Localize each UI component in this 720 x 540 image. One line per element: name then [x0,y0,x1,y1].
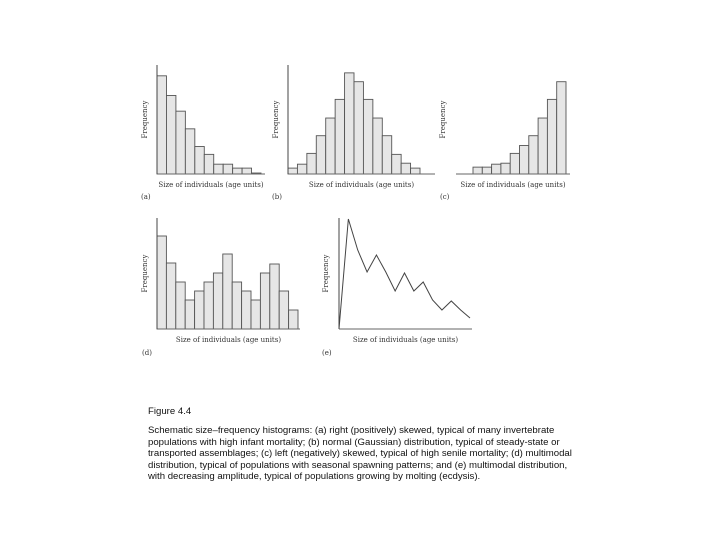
panel-e-y-label: Frequency [322,254,330,293]
panel-b-bar [326,118,335,174]
panel-c-x-label: Size of individuals (age units) [460,181,566,189]
panel-e-letter: (e) [322,349,332,357]
panel-a-bar [223,164,232,174]
panel-d-bar [213,273,222,329]
panel-b-bar [307,153,316,174]
panel-c-y-label: Frequency [439,100,447,139]
panel-a-letter: (a) [141,193,151,201]
panel-b-bar [363,99,372,174]
panel-c-bar [547,99,556,174]
panel-d-bar [242,291,251,329]
panel-c-bar [492,164,501,174]
panel-c-bar [557,82,566,174]
panel-d-bar [185,300,194,329]
panel-d-bar [260,273,269,329]
panel-a-bar [157,76,166,174]
panel-d-bar [166,263,175,329]
panel-d-y-label: Frequency [141,254,149,293]
panel-a-bar [233,168,242,174]
panel-d-bar [176,282,185,329]
panel-d-bar [157,236,166,329]
panel-d-bar [279,291,288,329]
panel-b-bar [392,154,401,174]
panel-c-bar [501,163,510,174]
panel-c-bar [529,136,538,174]
panel-c-bar [510,153,519,174]
panel-c-bar [482,167,491,174]
panel-b-x-label: Size of individuals (age units) [308,181,415,189]
panel-d-letter: (d) [142,349,152,357]
panel-a-bar [185,129,194,174]
panel-b-bar [288,168,297,174]
panel-b-bar [297,164,306,174]
panel-b-bar [411,168,420,174]
panel-c-letter: (c) [440,193,450,201]
panel-e-line [339,219,470,329]
figure-title: Figure 4.4 [148,406,192,417]
figure-caption: Schematic size–frequency histograms: (a) right (positively) skewed, typical of many invertebrate populations with high infant mortality; (b) normal (Gaussian) distribution, typical of steady-state or transported assemblages; (c) left (negatively) skewed, typical of high senile mortality; (d) multimodal distribution, typical of populations with seasonal spawning patterns; and (e) multimodal distribution, with decreasing amplitude, typical of populations growing by molting (ecdysis). [148,425,572,483]
panel-a-x-label: Size of individuals (age units) [158,181,264,189]
panel-a-y-label: Frequency [141,100,149,139]
panel-c-bar [473,167,482,174]
panel-d-bar [223,254,232,329]
panel-c-bar [538,118,547,174]
panel-d-bar [251,300,260,329]
panel-b-bar [373,118,382,174]
panel-d-bar [270,264,279,329]
panel-e-x-label: Size of individuals (age units) [352,336,459,344]
panel-a-bar [176,111,185,174]
panel-a-bar [195,147,204,174]
panel-b-bar [316,136,325,174]
panel-b-bar [382,136,391,174]
panel-c-bar [520,146,529,174]
panel-a-bar [166,95,175,174]
panel-b-letter: (b) [272,193,282,201]
panel-b-bar [401,163,410,174]
panel-b-bar [335,99,344,174]
panel-d-bar [289,310,298,329]
panel-d-bar [195,291,204,329]
panel-a-bar [214,164,223,174]
panel-b-bar [354,82,363,174]
panel-d-bar [204,282,213,329]
panel-d-x-label: Size of individuals (age units) [175,336,282,344]
panel-a-bar [204,154,213,174]
panel-b-bar [345,73,354,174]
panel-b-y-label: Frequency [272,100,280,139]
panel-a-bar [242,168,251,174]
panel-d-bar [232,282,241,329]
